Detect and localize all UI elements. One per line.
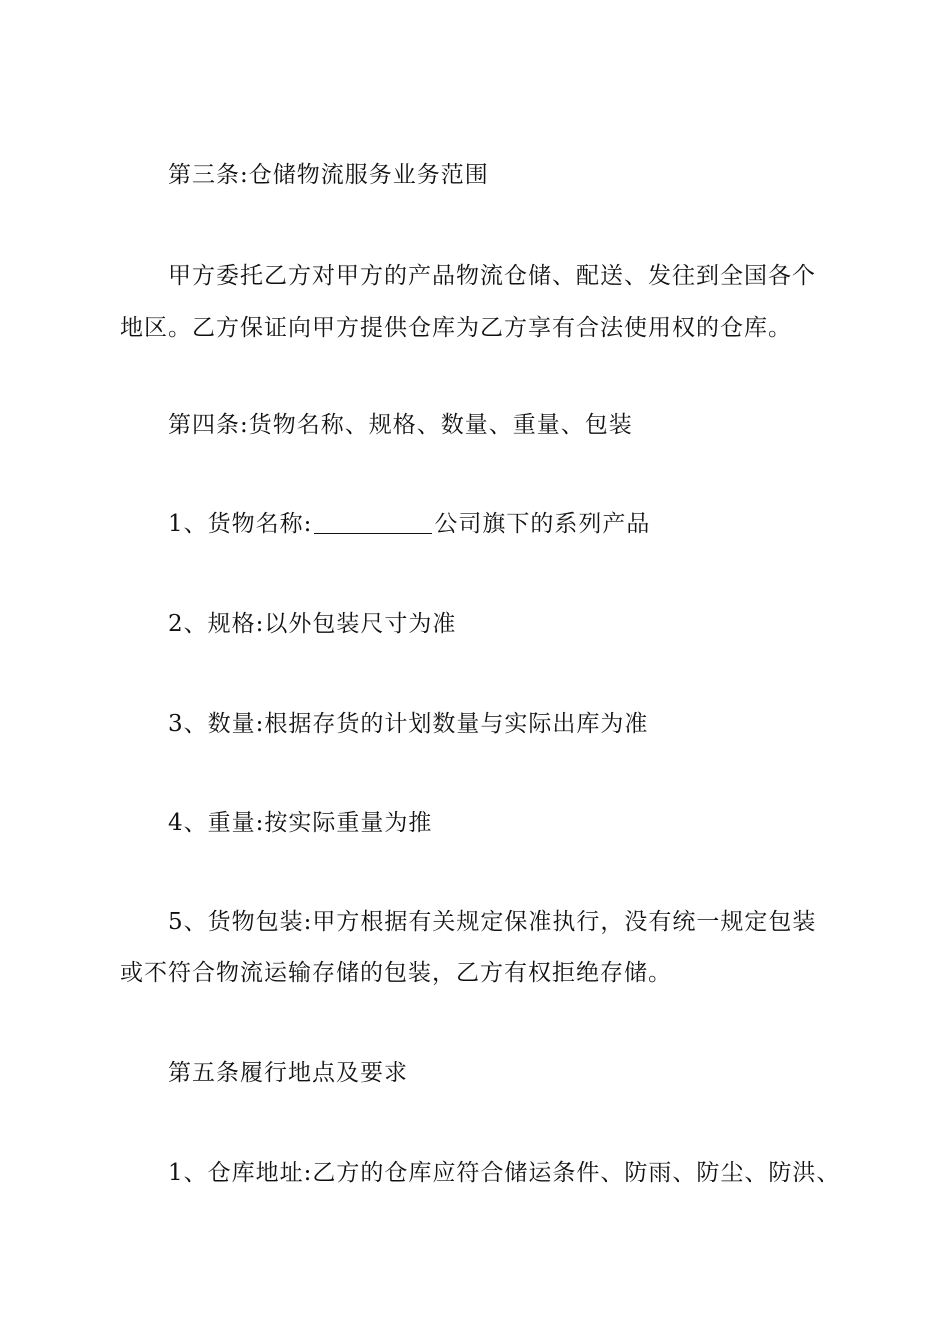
article-3-paragraph-line-1: 甲方委托乙方对甲方的产品物流仓储、配送、发往到全国各个 xyxy=(168,263,816,289)
article-4-heading: 第四条:货物名称、规格、数量、重量、包装 xyxy=(168,412,633,438)
item-1-label: 1、货物名称: xyxy=(168,511,313,537)
item-1-text: 公司旗下的系列产品 xyxy=(434,511,651,537)
article-4-item-4: 4、重量:按实际重量为推 xyxy=(168,810,433,836)
article-4-item-1 xyxy=(168,509,650,539)
article-4-item-2: 2、规格:以外包装尺寸为准 xyxy=(168,611,457,637)
article-3-paragraph-line-2: 地区。乙方保证向甲方提供仓库为乙方享有合法使用权的仓库。 xyxy=(120,315,792,341)
article-3-heading: 第三条:仓储物流服务业务范围 xyxy=(168,162,489,188)
article-5-heading: 第五条履行地点及要求 xyxy=(168,1060,408,1086)
article-4-item-5-line-2: 或不符合物流运输存储的包装，乙方有权拒绝存储。 xyxy=(120,960,672,986)
article-4-item-3: 3、数量:根据存货的计划数量与实际出库为准 xyxy=(168,711,649,737)
company-name-blank xyxy=(314,509,432,534)
article-4-item-5-line-1: 5、货物包装:甲方根据有关规定保准执行，没有统一规定包装 xyxy=(168,909,817,935)
article-5-item-1-line-1: 1、仓库地址:乙方的仓库应符合储运条件、防雨、防尘、防洪、 xyxy=(168,1160,841,1186)
